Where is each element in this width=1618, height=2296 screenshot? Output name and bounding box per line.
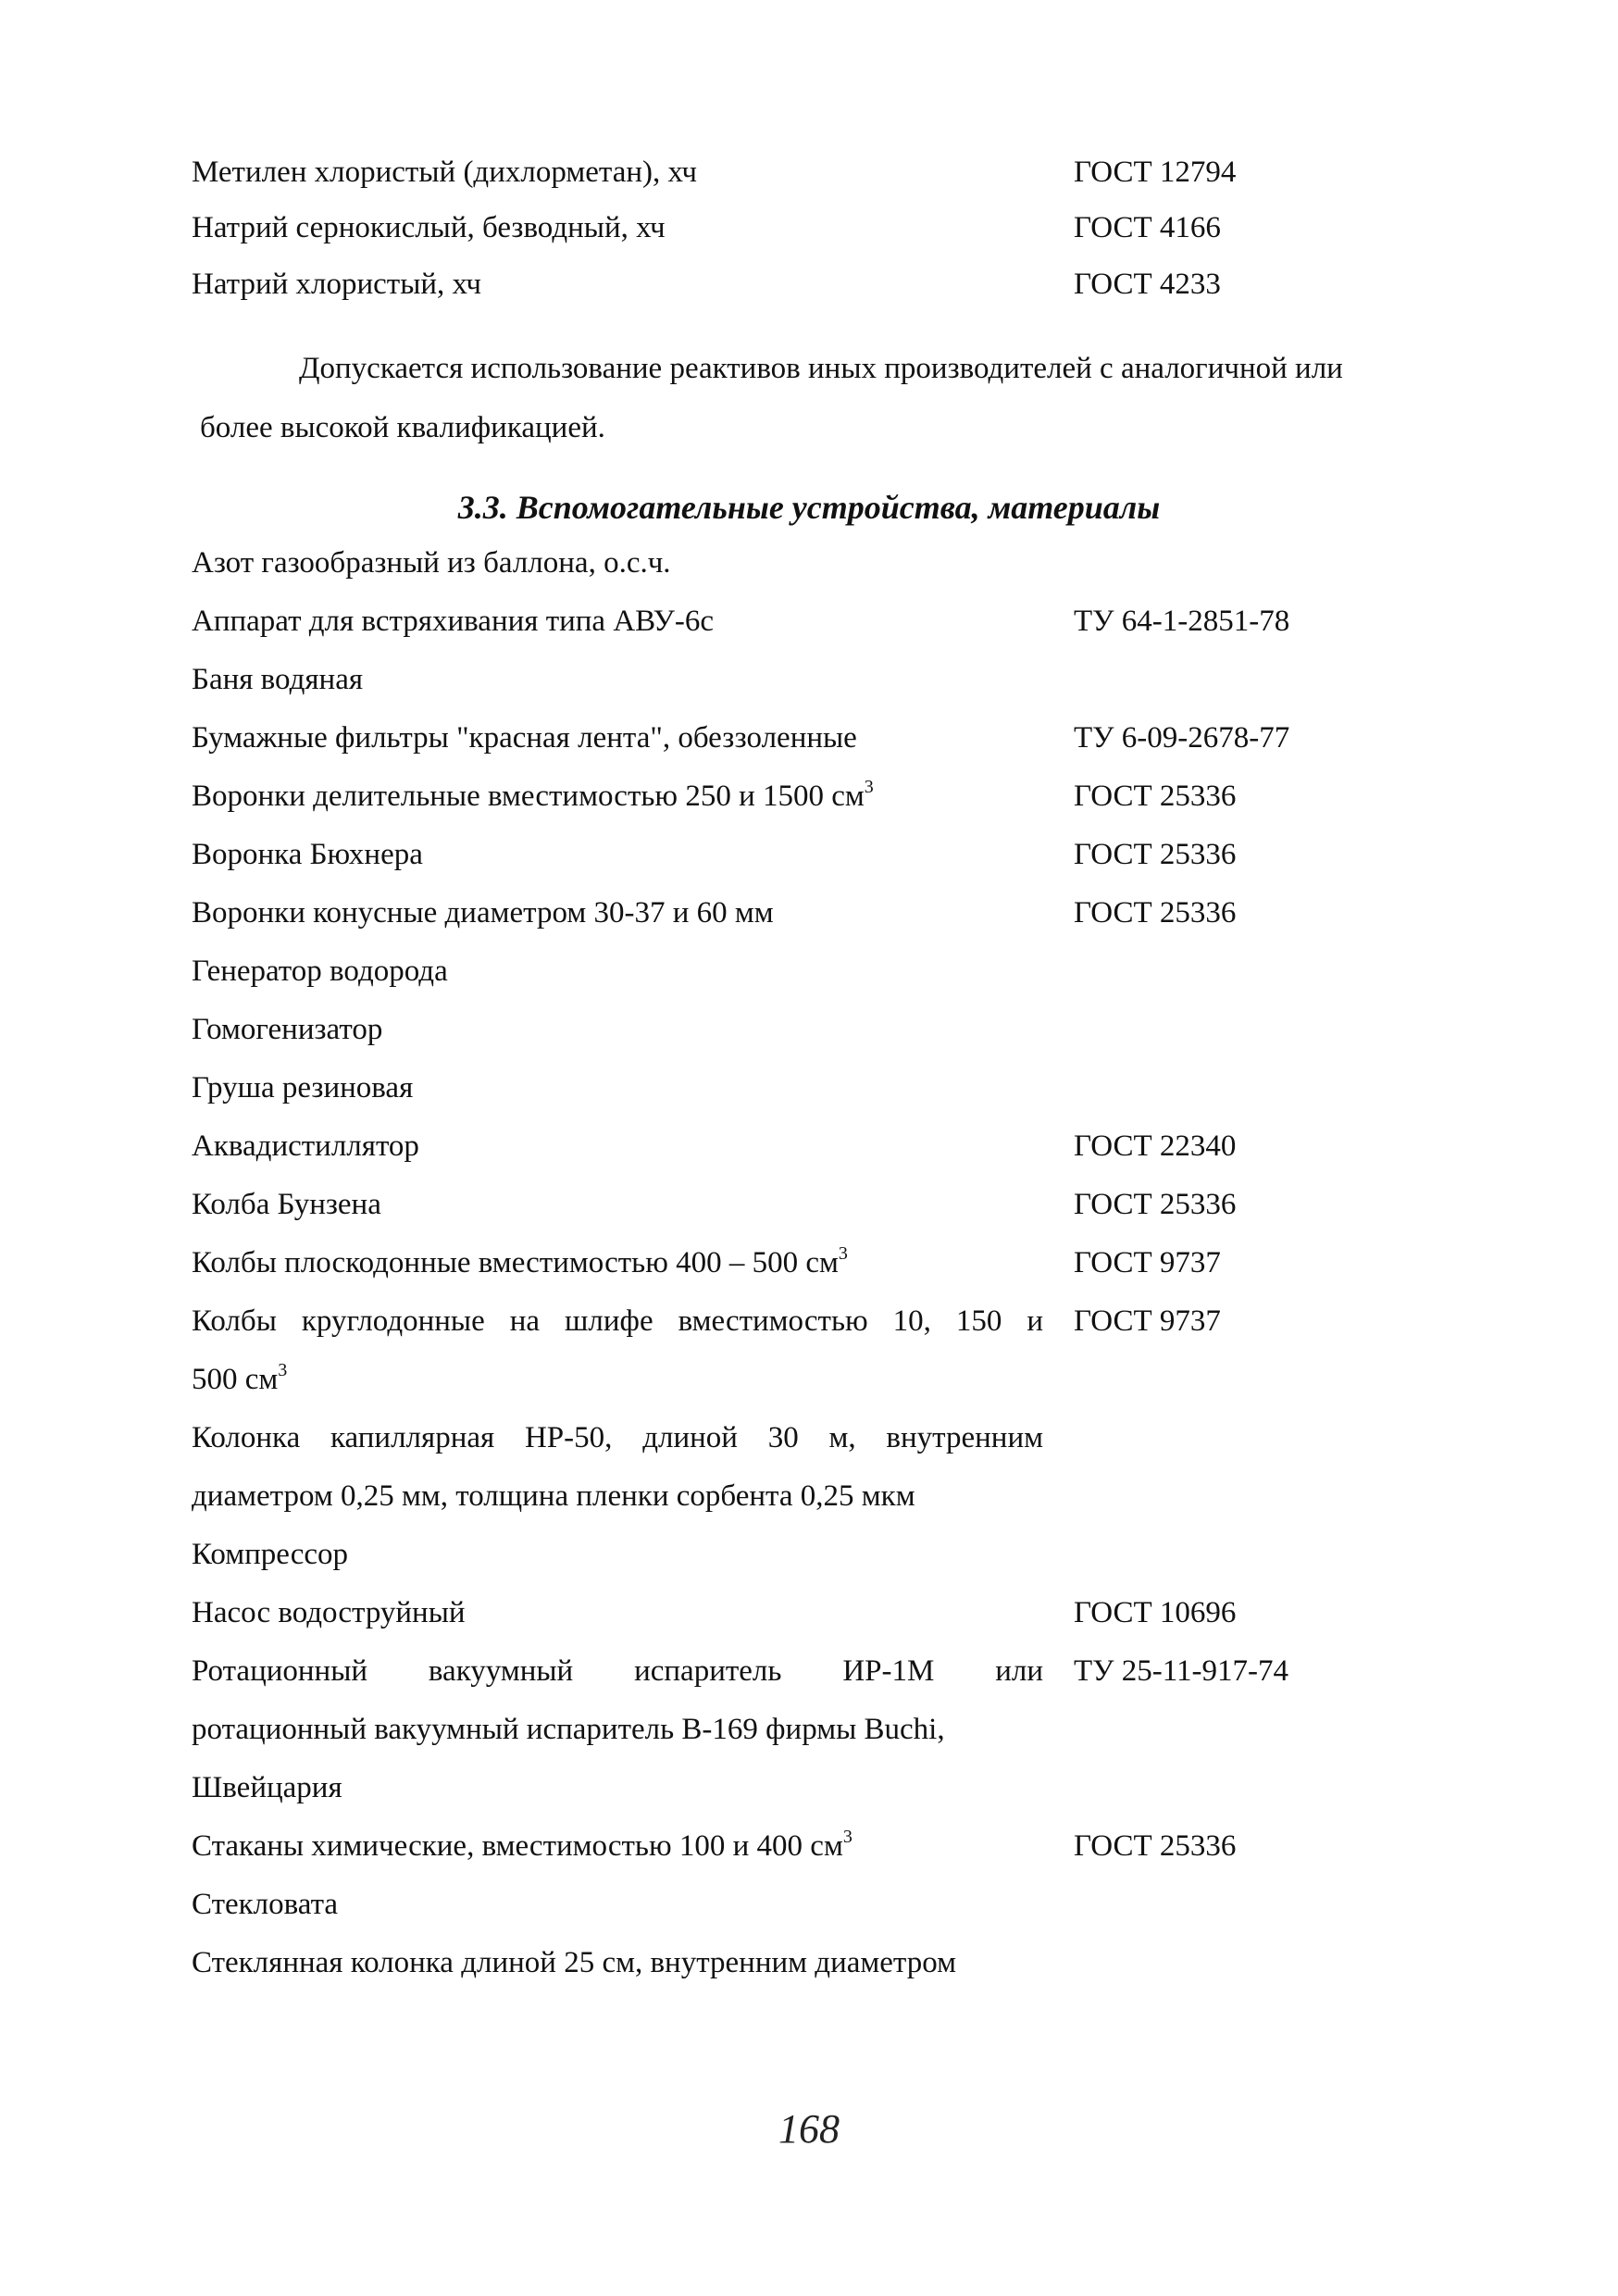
equipment-row [0, 1760, 1618, 1816]
equipment-name: Генератор водорода [192, 955, 448, 988]
equipment-row [0, 535, 1618, 591]
equipment-row [0, 1468, 1618, 1524]
equipment-row [0, 1410, 1618, 1466]
equipment-standard: ТУ 6-09-2678-77 [1074, 721, 1290, 755]
superscript: 3 [842, 1827, 853, 1847]
equipment-standard: ГОСТ 10696 [1074, 1596, 1237, 1629]
equipment-row [0, 1293, 1618, 1349]
equipment-name: Стаканы химические, вместимостью 100 и 400 см [192, 1829, 843, 1863]
equipment-name: Колбы круглодонные на шлифе вместимостью 10, 150 и [192, 1304, 1043, 1338]
equipment-name: Стеклянная колонка длиной 25 см, внутренним диаметром [192, 1946, 956, 1979]
equipment-row [0, 1060, 1618, 1116]
equipment-row [0, 1002, 1618, 1057]
equipment-name: Колба Бунзена [192, 1188, 381, 1221]
equipment-name: Баня водяная [192, 663, 364, 696]
reagent-name: Натрий сернокислый, безводный, хч [192, 211, 666, 244]
equipment-name: Аппарат для встряхивания типа АВУ-6с [192, 605, 714, 638]
equipment-name-wrap [192, 1352, 287, 1407]
equipment-name: Бумажные фильтры "красная лента", обеззоленные [192, 721, 857, 755]
equipment-standard: ГОСТ 9737 [1074, 1304, 1221, 1338]
equipment-standard: ГОСТ 25336 [1074, 896, 1237, 930]
equipment-name: Воронки конусные диаметром 30-37 и 60 мм [192, 896, 774, 930]
equipment-name: Насос водоструйный [192, 1596, 466, 1629]
equipment-standard: ТУ 25-11-917-74 [1074, 1654, 1289, 1688]
equipment-name: Колонка капиллярная HP-50, длиной 30 м, внутренним [192, 1421, 1043, 1454]
equipment-row [0, 1527, 1618, 1582]
equipment-name: Груша резиновая [192, 1071, 414, 1104]
equipment-row [0, 1585, 1618, 1641]
equipment-name: Компрессор [192, 1538, 349, 1571]
note-line: Допускается использование реактивов иных производителей с аналогичной или [299, 352, 1343, 385]
equipment-row [0, 1118, 1618, 1174]
section-heading: 3.3. Вспомогательные устройства, материалы [457, 489, 1161, 526]
equipment-row [0, 768, 1618, 824]
equipment-name: диаметром 0,25 мм, толщина пленки сорбента 0,25 мкм [192, 1479, 915, 1513]
equipment-row [0, 943, 1618, 999]
equipment-row [0, 1935, 1618, 1990]
equipment-name: Воронка Бюхнера [192, 838, 423, 871]
superscript: 3 [864, 777, 874, 797]
equipment-name-wrap [192, 1818, 853, 1874]
equipment-standard: ТУ 64-1-2851-78 [1074, 605, 1290, 638]
equipment-name: Воронки делительные вместимостью 250 и 1500 см [192, 780, 865, 813]
equipment-row [0, 1352, 1618, 1407]
equipment-name: Колбы плоскодонные вместимостью 400 – 500 см [192, 1246, 839, 1279]
equipment-row [0, 1877, 1618, 1932]
equipment-name: Аквадистиллятор [192, 1129, 419, 1163]
reagent-row [0, 256, 1618, 312]
equipment-name: Швейцария [192, 1771, 342, 1804]
note-line: более высокой квалификацией. [200, 411, 605, 444]
reagent-standard: ГОСТ 4166 [1074, 211, 1221, 244]
equipment-name: Азот газообразный из баллона, о.с.ч. [192, 546, 671, 580]
reagent-name: Метилен хлористый (дихлорметан), хч [192, 156, 697, 189]
reagent-row [0, 144, 1618, 200]
equipment-name: Стекловата [192, 1888, 339, 1921]
superscript: 3 [278, 1360, 288, 1380]
equipment-standard: ГОСТ 25336 [1074, 838, 1237, 871]
equipment-row [0, 885, 1618, 941]
equipment-name: ротационный вакуумный испаритель В-169 фирмы Buchi, [192, 1713, 945, 1746]
equipment-standard: ГОСТ 9737 [1074, 1246, 1221, 1279]
superscript: 3 [838, 1243, 848, 1264]
equipment-standard: ГОСТ 25336 [1074, 1188, 1237, 1221]
equipment-row [0, 1177, 1618, 1232]
reagent-standard: ГОСТ 12794 [1074, 156, 1237, 189]
reagent-name: Натрий хлористый, хч [192, 268, 482, 301]
equipment-standard: ГОСТ 25336 [1074, 1829, 1237, 1863]
reagent-standard: ГОСТ 4233 [1074, 268, 1221, 301]
equipment-name: 500 см [192, 1363, 279, 1396]
reagent-row [0, 200, 1618, 256]
page-number: 168 [778, 2106, 840, 2152]
equipment-standard: ГОСТ 22340 [1074, 1129, 1237, 1163]
equipment-row [0, 593, 1618, 649]
equipment-row [0, 710, 1618, 766]
equipment-row [0, 1643, 1618, 1699]
equipment-row [0, 827, 1618, 882]
equipment-row [0, 1235, 1618, 1291]
equipment-name: Гомогенизатор [192, 1013, 383, 1046]
equipment-row [0, 652, 1618, 707]
equipment-standard: ГОСТ 25336 [1074, 780, 1237, 813]
equipment-name-wrap [192, 768, 874, 824]
equipment-row [0, 1818, 1618, 1874]
equipment-name-wrap [192, 1235, 848, 1291]
equipment-row [0, 1702, 1618, 1757]
equipment-name: Ротационный вакуумный испаритель ИР-1М или [192, 1654, 1043, 1688]
